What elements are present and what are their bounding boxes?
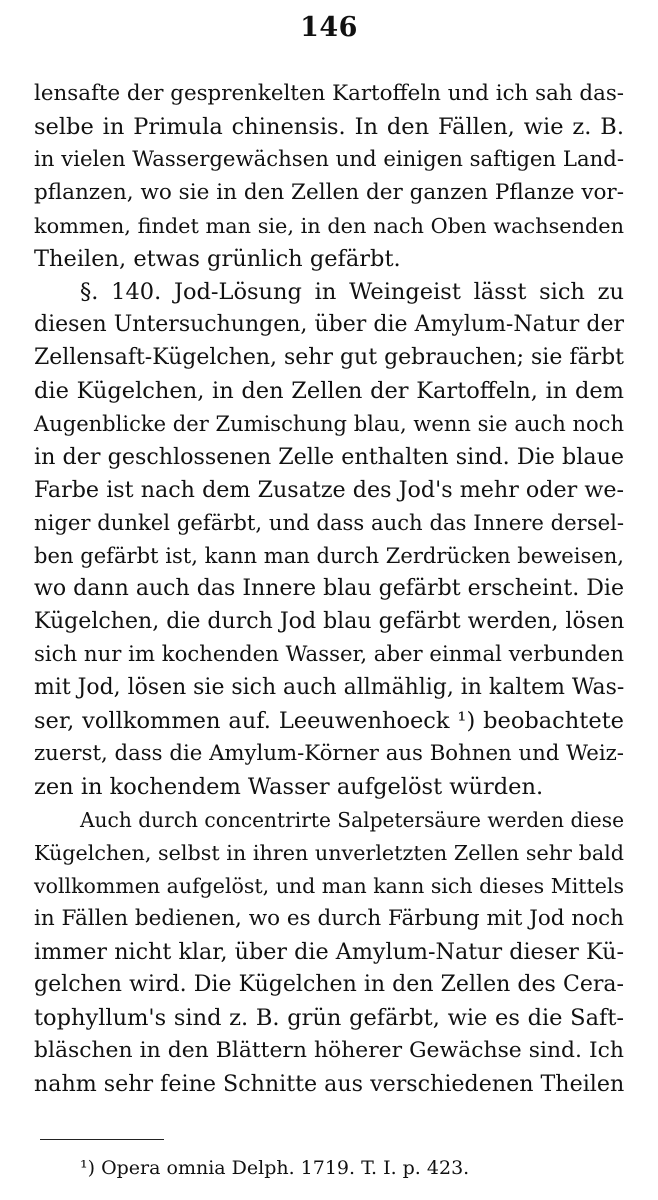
text-line: selbe in Primula chinensis. In den Fällen, wie z. B. [34, 114, 624, 140]
text-line: bläschen in den Blättern höherer Gewächse sind. Ich [34, 1038, 624, 1063]
text-line: die Kügelchen, in den Zellen der Kartoffeln, in dem [34, 378, 624, 404]
text-line: pflanzen, wo sie in den Zellen der ganzen Pflanze vor- [34, 180, 624, 205]
text-line: Zellensaft-Kügelchen, sehr gut gebrauchen; sie färbt [34, 345, 624, 370]
text-line: mit Jod, lösen sie sich auch allmählig, in kaltem Was- [34, 675, 625, 700]
text-line: gelchen wird. Die Kügelchen in den Zellen des Cera- [34, 972, 624, 997]
paragraph-start-line: Auch durch concentrirte Salpetersäure werden diese [80, 808, 624, 832]
text-line: niger dunkel gefärbt, und dass auch das Innere dersel- [34, 510, 624, 535]
text-line: kommen, findet man sie, in den nach Oben wachsenden [34, 214, 624, 238]
text-line: in vielen Wassergewächsen und einigen saftigen Land- [34, 147, 624, 172]
text-line: Kügelchen, die durch Jod blau gefärbt werden, lösen [34, 609, 625, 634]
text-line: zuerst, dass die Amylum-Körner aus Bohnen und Weiz- [34, 741, 624, 766]
text-line: Farbe ist nach dem Zusatze des Jod's mehr oder we- [34, 477, 624, 503]
text-line: Kügelchen, selbst in ihren unverletzten Zellen sehr bald [34, 841, 624, 865]
text-line: sich nur im kochenden Wasser, aber einmal verbunden [34, 642, 625, 667]
text-line: immer nicht klar, über die Amylum-Natur dieser Kü- [34, 939, 624, 965]
text-line: tophyllum's sind z. B. grün gefärbt, wie es die Saft- [34, 1005, 624, 1031]
text-line: vollkommen aufgelöst, und man kann sich dieses Mittels [34, 874, 624, 898]
text-line: Augenblicke der Zumischung blau, wenn sie auch noch [34, 411, 624, 436]
text-line: Theilen, etwas grünlich gefärbt. [34, 246, 401, 272]
page-number: 146 [300, 12, 358, 43]
footnote: ¹) Opera omnia Delph. 1719. T. I. p. 423. [80, 1157, 470, 1179]
section-heading-line: §. 140. Jod-Lösung in Weingeist lässt sich zu [80, 279, 624, 305]
text-line: in Fällen bedienen, wo es durch Färbung mit Jod noch [34, 906, 624, 931]
text-line: wo dann auch das Innere blau gefärbt erscheint. Die [34, 576, 624, 601]
text-line: lensafte der gesprenkelten Kartoffeln und ich sah das- [34, 81, 625, 106]
text-line: zen in kochendem Wasser aufgelöst würden. [34, 774, 544, 800]
text-line: ser, vollkommen auf. Leeuwenhoeck ¹) beobachtete [34, 708, 624, 734]
text-line: in der geschlossenen Zelle enthalten sind. Die blaue [34, 444, 624, 470]
text-line: nahm sehr feine Schnitte aus verschiedenen Theilen [34, 1071, 625, 1097]
footnote-divider [40, 1139, 164, 1140]
text-line: diesen Untersuchungen, über die Amylum-Natur der [34, 312, 624, 337]
text-line: ben gefärbt ist, kann man durch Zerdrücken beweisen, [34, 543, 625, 568]
